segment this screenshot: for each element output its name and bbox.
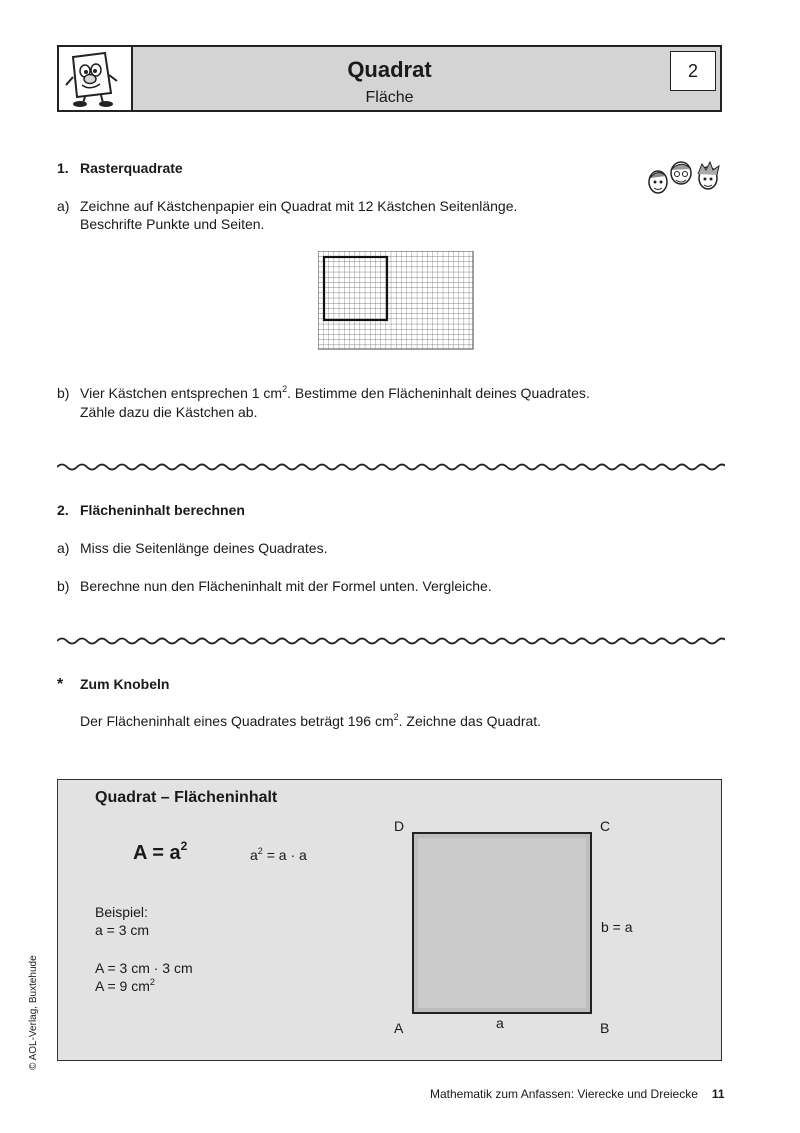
square-fill bbox=[418, 838, 586, 1008]
square-diagram bbox=[412, 832, 592, 1014]
bonus-heading: Zum Knobeln bbox=[80, 676, 170, 692]
page-number: 11 bbox=[711, 1087, 725, 1101]
example-calc2-exponent: 2 bbox=[149, 977, 155, 987]
task2b-label: b) bbox=[57, 578, 70, 594]
task1a-line1: Zeichne auf Kästchenpapier ein Quadrat mit 12 Kästchen Seitenlänge. bbox=[80, 198, 518, 214]
task1a-label: a) bbox=[57, 198, 70, 214]
example-calc2-base: A = 9 cm bbox=[95, 978, 150, 994]
side-b-label: b = a bbox=[601, 919, 633, 935]
sheet-number-badge: 2 bbox=[670, 51, 716, 91]
task2-number: 2. bbox=[57, 502, 69, 518]
corner-c-label: C bbox=[600, 818, 611, 834]
grid-paper-illustration bbox=[318, 251, 474, 350]
task1b-text-sup: 2 bbox=[282, 384, 288, 394]
copyright-note: © AOL-Verlag, Buxtehude bbox=[28, 955, 39, 1070]
example-side: a = 3 cm bbox=[95, 922, 150, 938]
bonus-text-pre: Der Flächeninhalt eines Quadrates beträgt 196 cm bbox=[80, 713, 394, 729]
bonus-text-sup: 2 bbox=[393, 712, 399, 722]
wavy-divider-2 bbox=[57, 634, 725, 648]
bonus-text bbox=[80, 712, 541, 731]
side-a-label: a bbox=[496, 1015, 504, 1031]
formula-title: Quadrat – Flächeninhalt bbox=[95, 789, 278, 806]
main-formula bbox=[133, 841, 187, 865]
task2a-text: Miss die Seitenlänge deines Quadrates. bbox=[80, 540, 328, 556]
bonus-star: * bbox=[57, 676, 64, 693]
task1b-text-post: . Bestimme den Flächeninhalt deines Quadrates. bbox=[287, 385, 590, 401]
page-footer bbox=[430, 1087, 725, 1101]
footer-book-title: Mathematik zum Anfassen: Vierecke und Dreiecke bbox=[430, 1087, 698, 1101]
main-formula-base: A = a bbox=[133, 842, 181, 864]
task1-heading: Rasterquadrate bbox=[80, 160, 183, 176]
task1b-line2: Zähle dazu die Kästchen ab. bbox=[80, 404, 258, 420]
corner-a-label: A bbox=[394, 1020, 404, 1036]
bonus-text-post: . Zeichne das Quadrat. bbox=[398, 713, 542, 729]
wavy-divider-1 bbox=[57, 460, 725, 474]
alt-formula-base: a bbox=[250, 847, 258, 863]
task1a-line2: Beschrifte Punkte und Seiten. bbox=[80, 216, 265, 232]
example-calc2 bbox=[95, 977, 155, 996]
task1b-line1 bbox=[80, 384, 590, 403]
corner-d-label: D bbox=[394, 818, 405, 834]
worksheet-header bbox=[57, 45, 722, 112]
alt-formula-rest: = a · a bbox=[262, 847, 307, 863]
task2-heading: Flächeninhalt berechnen bbox=[80, 502, 245, 518]
task2b-text: Berechne nun den Flächeninhalt mit der Formel unten. Vergleiche. bbox=[80, 578, 492, 594]
kids-faces-icon bbox=[645, 158, 725, 198]
page-subtitle: Fläche bbox=[365, 89, 414, 106]
alt-formula bbox=[250, 846, 307, 865]
task1b-label: b) bbox=[57, 385, 70, 401]
task1b-text-pre: Vier Kästchen entsprechen 1 cm bbox=[80, 385, 283, 401]
example-label: Beispiel: bbox=[95, 904, 148, 920]
corner-b-label: B bbox=[600, 1020, 610, 1036]
page-title: Quadrat bbox=[347, 57, 432, 82]
main-formula-exponent: 2 bbox=[180, 839, 188, 853]
alt-formula-exponent: 2 bbox=[257, 846, 263, 856]
example-calc1: A = 3 cm · 3 cm bbox=[95, 960, 193, 976]
task2a-label: a) bbox=[57, 540, 70, 556]
task1-number: 1. bbox=[57, 160, 69, 176]
